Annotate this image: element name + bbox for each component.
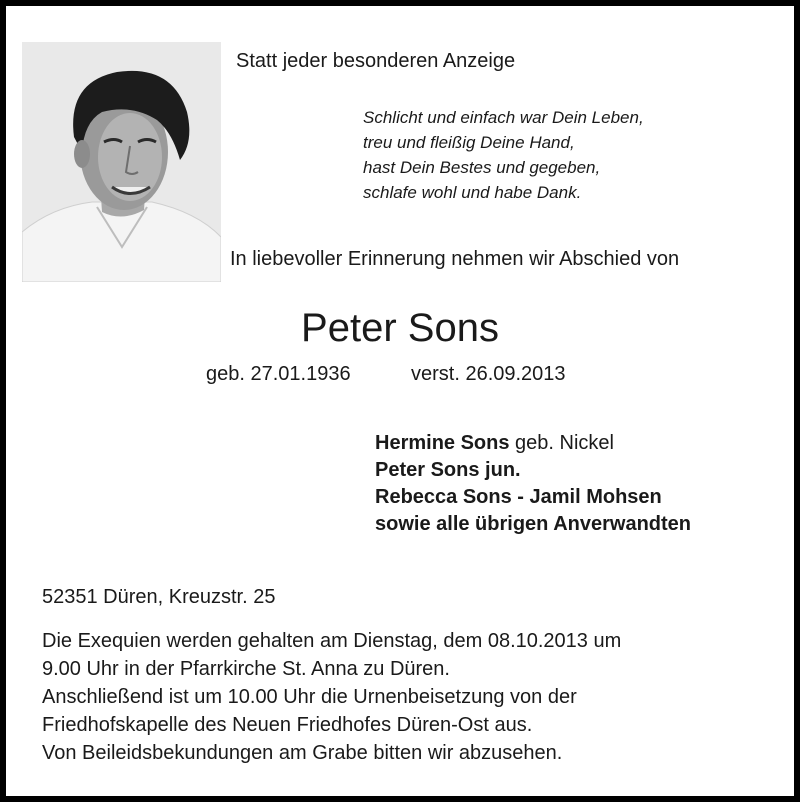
service-line: Von Beileidsbekundungen am Grabe bitten wir abzusehen. xyxy=(42,742,563,764)
family-member xyxy=(375,457,691,484)
poem-line: schlafe wohl und habe Dank. xyxy=(363,183,582,202)
service-info xyxy=(42,627,621,767)
service-line: Die Exequien werden gehalten am Dienstag, dem 08.10.2013 um xyxy=(42,630,622,652)
family-member xyxy=(375,484,691,511)
family-member-name: Rebecca Sons - Jamil Mohsen xyxy=(375,486,662,508)
poem-line: hast Dein Bestes und gegeben, xyxy=(363,158,601,177)
poem xyxy=(363,105,644,205)
poem-line: Schlicht und einfach war Dein Leben, xyxy=(363,108,644,127)
family-member-note: geb. Nickel xyxy=(509,432,614,454)
family-member-name: Hermine Sons xyxy=(375,432,510,454)
heading: Statt jeder besonderen Anzeige xyxy=(236,50,516,72)
deceased-name: Peter Sons xyxy=(301,306,499,350)
birth-date: geb. 27.01.1936 xyxy=(206,363,351,385)
service-line: Friedhofskapelle des Neuen Friedhofes Düren-Ost aus. xyxy=(42,714,533,736)
family-member-name: Peter Sons jun. xyxy=(375,459,521,481)
death-date: verst. 26.09.2013 xyxy=(411,363,566,385)
portrait-illustration xyxy=(22,42,221,282)
portrait-photo xyxy=(22,42,221,282)
family-member xyxy=(375,430,691,457)
poem-line: treu und fleißig Deine Hand, xyxy=(363,133,575,152)
address: 52351 Düren, Kreuzstr. 25 xyxy=(42,586,276,608)
intro-text: In liebevoller Erinnerung nehmen wir Abschied von xyxy=(230,248,680,270)
family-member xyxy=(375,511,691,538)
service-line: 9.00 Uhr in der Pfarrkirche St. Anna zu Düren. xyxy=(42,658,450,680)
family-member-name: sowie alle übrigen Anverwandten xyxy=(375,513,691,535)
service-line: Anschließend ist um 10.00 Uhr die Urnenbeisetzung von der xyxy=(42,686,577,708)
family-list xyxy=(375,430,691,538)
